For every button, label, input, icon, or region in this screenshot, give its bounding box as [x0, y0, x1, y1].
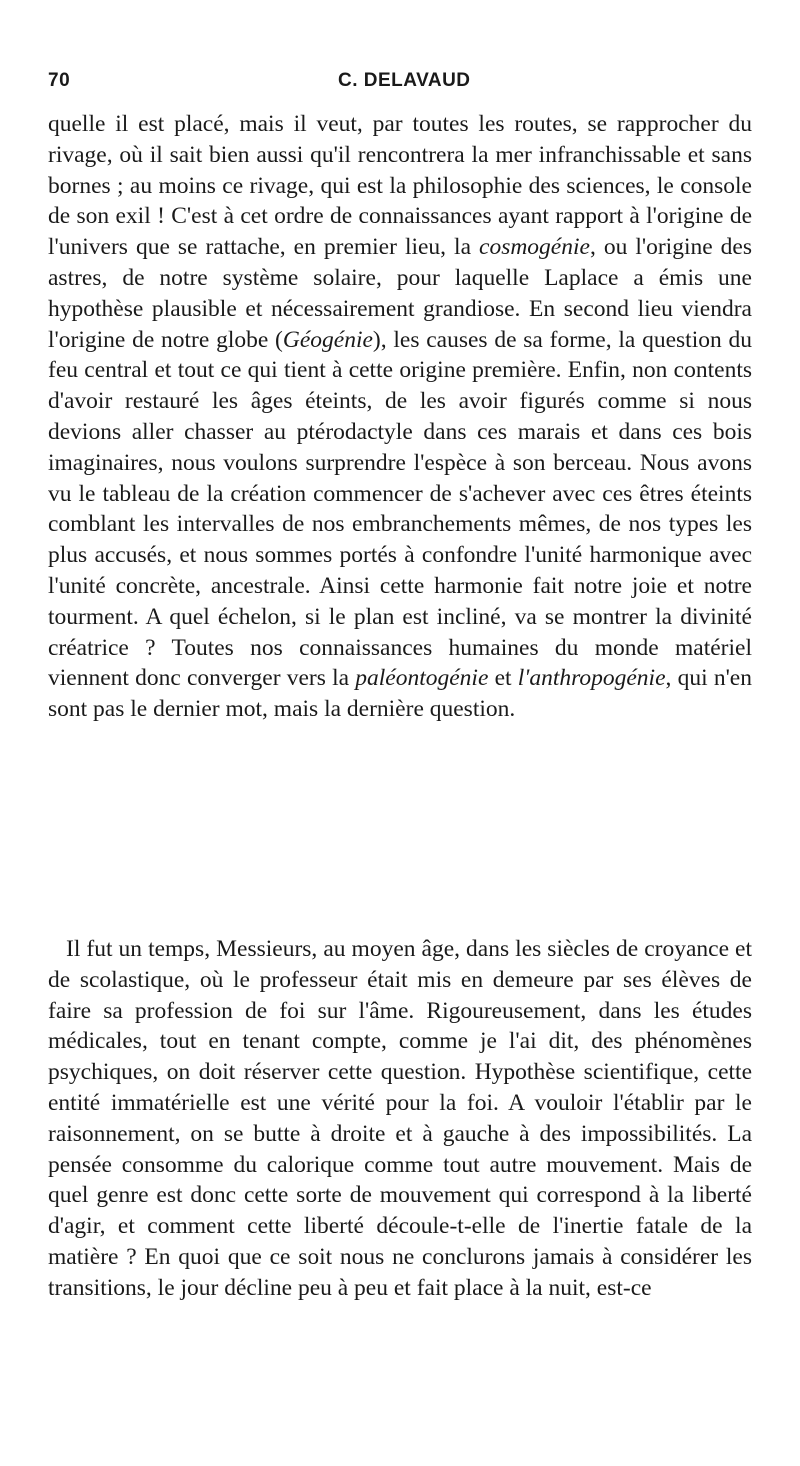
page-number: 70 — [48, 70, 71, 91]
paragraph-1-text-1: quelle il est placé, mais il veut, par toutes les routes, se rapprocher du rivage, où il sait bien aussi qu'il rencontrera la mer infranchissable et sans bornes ; au moins ce rivage, qui est la philosophie des sciences, le console de son exil ! C'est à cet ordre de connaissances ayant rapport à l'origine de l'univers que se rattache, en premier lieu, la — [48, 111, 752, 261]
paragraph-1-text-4: et — [488, 665, 518, 692]
term-paleontogenie: paléontogénie — [355, 665, 489, 692]
paragraph-1-text-3: ), les causes de sa forme, la question du feu central et tout ce qui tient à cette origine première. Enfin, non contents d'avoir restauré les âges éteints, de les avoir figurés comme si nous devions aller chasser au ptérodactyle dans ces marais et dans ces bois imaginaires, nous voulons surprendre l'espèce à son berceau. Nous avons vu le tableau de la création commencer de s'achever avec ces êtres éteints comblant les intervalles de nos embranchements mêmes, de nos types les plus accusés, et nous sommes portés à confondre l'unité harmonique avec l'unité concrète, ancestrale. Ainsi cette harmonie fait notre joie et notre tourment. A quel échelon, si le plan est incliné, va se montrer la divinité créatrice ? Toutes nos connaissances humaines du monde matériel viennent donc converger vers la — [48, 326, 752, 692]
running-head — [48, 70, 752, 102]
term-cosmogenie: cosmogénie — [479, 234, 590, 261]
term-anthropogenie: l'anthropogénie — [517, 665, 666, 692]
term-geogenie: Géogénie — [282, 326, 373, 353]
running-head-title: C. DELAVAUD — [338, 70, 471, 91]
paragraph-1-text-5: , qui n'en sont pas le dernier mot, mais la dernière question. — [48, 665, 752, 723]
body-paragraph-1 — [48, 109, 752, 725]
body-paragraph-2: Il fut un temps, Messieurs, au moyen âge, dans les siècles de croyance et de scolastique, où le professeur était mis en demeure par ses élèves de faire sa profession de foi sur l'âme. Rigoureusement, dans les études médicales, tout en tenant compte, comme je l'ai dit, des phénomènes psychiques, on doit réserver cette question. Hypothèse scientifique, cette entité immatérielle est une vérité pour la foi. A vouloir l'établir par le raisonnement, on se butte à droite et à gauche à des impossibilités. La pensée consomme du calorique comme tout autre mouvement. Mais de quel genre est donc cette sorte de mouvement qui correspond à la liberté d'agir, et comment cette liberté découle-t-elle de l'inertie fatale de la matière ? En quoi que ce soit nous ne conclurons jamais à considérer les transitions, le jour décline peu à peu et fait place à la nuit, est-ce — [48, 936, 752, 1301]
paragraph-1-text-2: , ou l'origine des astres, de notre système solaire, pour laquelle Laplace a émis une hypothèse plausible et nécessairement grandiose. En second lieu viendra l'origine de notre globe ( — [48, 234, 752, 353]
